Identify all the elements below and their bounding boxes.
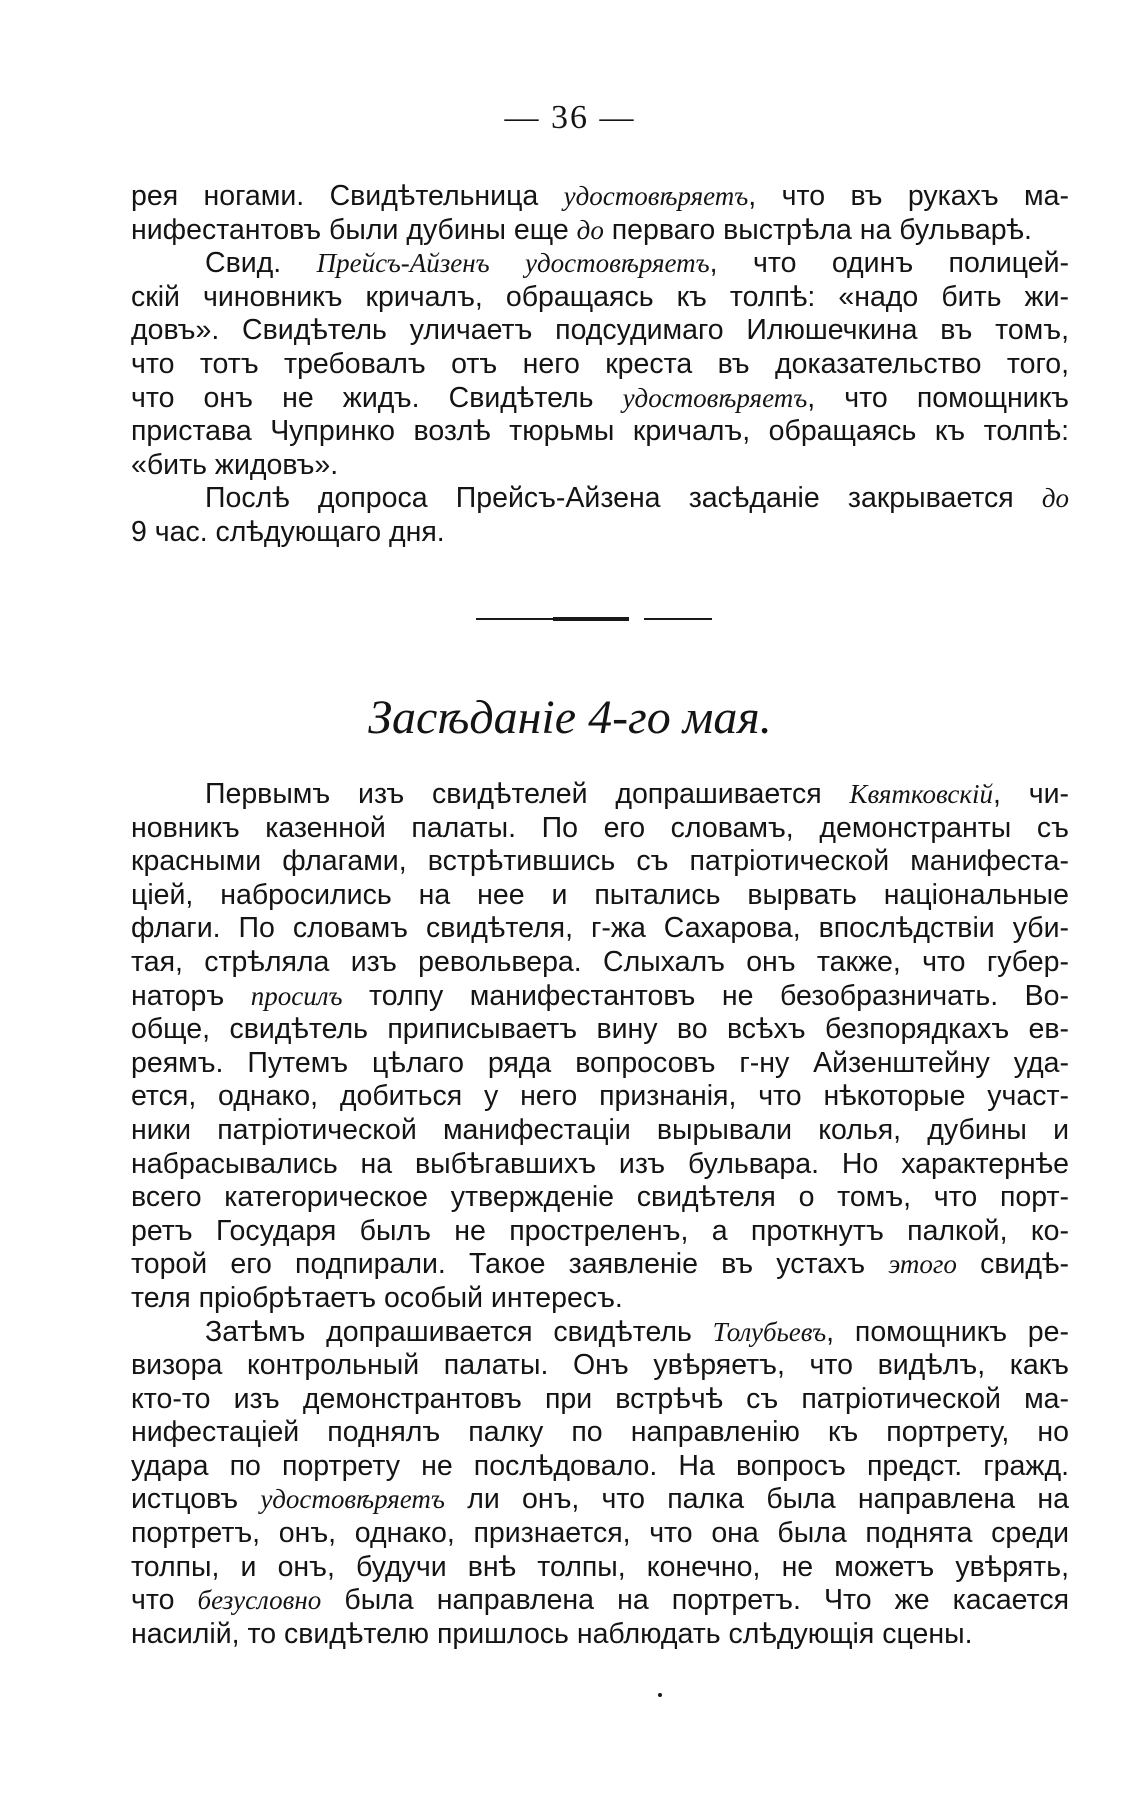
text-line: обще, свидѣтель приписываетъ вину во всѣхъ безпорядкахъ ев- <box>131 1013 1069 1046</box>
italic-term: безусловно <box>197 1585 322 1616</box>
session-text <box>131 778 1069 1651</box>
text-line: ники патріотической манифестаціи вырывали колья, дубины и <box>131 1113 1069 1146</box>
text-line: что онъ не жидъ. Свидѣтель удостовѣряетъ, что помощникъ <box>131 381 1069 414</box>
italic-term: до <box>1041 483 1069 514</box>
italic-term: удостовѣряетъ <box>525 248 710 279</box>
text-line: красными флагами, встрѣтившись съ патріотической манифеста- <box>131 845 1069 878</box>
text-line: Свид. Прейсъ-Айзенъ удостовѣряетъ, что одинъ полицей- <box>205 247 1070 280</box>
text-line: нифестаціей поднялъ палку по направленію къ портрету, но <box>131 1416 1069 1449</box>
text-line: пристава Чупринко возлѣ тюрьмы кричалъ, обращаясь къ толпѣ: <box>131 415 1069 448</box>
text-line: 9 час. слѣдующаго дня. <box>131 515 445 548</box>
text-line: флаги. По словамъ свидѣтеля, г-жа Сахарова, впослѣдствіи уби- <box>131 912 1069 945</box>
divider-segment <box>644 618 712 620</box>
text-line: торой его подпирали. Такое заявленіе въ устахъ этого свидѣ- <box>131 1248 1069 1281</box>
text-line: скій чиновникъ кричалъ, обращаясь къ толпѣ: «надо бить жи- <box>131 280 1069 313</box>
text-line: наторъ просилъ толпу манифестантовъ не безобразничать. Во- <box>131 979 1069 1012</box>
text-line: Первымъ изъ свидѣтелей допрашивается Квятковскій, чи- <box>205 778 1069 810</box>
text-line: нифестантовъ были дубины еще до перваго выстрѣла на бульварѣ. <box>131 213 1032 246</box>
text-line: новникъ казенной палаты. По его словамъ, демонстранты съ <box>131 811 1069 844</box>
italic-term: удостовѣряетъ <box>260 1484 445 1515</box>
text-line: визора контрольный палаты. Онъ увѣряетъ, что видѣлъ, какъ <box>131 1349 1069 1382</box>
italic-term: до <box>576 214 604 245</box>
section-title: Засѣданіе 4-го мая. <box>368 691 772 744</box>
text-line: рея ногами. Свидѣтельница удостовѣряетъ, что въ рукахъ ма- <box>131 180 1069 212</box>
section-divider <box>476 618 712 621</box>
text-line: насилій, то свидѣтелю пришлось наблюдать слѣдующія сцены. <box>131 1617 973 1650</box>
text-line: ціей, набросились на нее и пытались вырвать національные <box>131 878 1069 911</box>
text-line: тая, стрѣляла изъ револьвера. Слыхалъ онъ также, что губер- <box>131 945 1069 978</box>
text-line: «бить жидовъ». <box>131 448 339 481</box>
page-number: — 36 — <box>504 99 636 136</box>
text-line: довъ». Свидѣтель уличаетъ подсудимаго Илюшечкина въ томъ, <box>131 314 1069 347</box>
italic-term: удостовѣряетъ <box>563 181 749 211</box>
text-line: всего категорическое утвержденіе свидѣтеля о томъ, что порт- <box>131 1181 1069 1214</box>
italic-term: просилъ <box>250 980 343 1011</box>
text-line: кто-то изъ демонстрантовъ при встрѣчѣ съ патріотической ма- <box>131 1382 1069 1415</box>
text-line: что безусловно была направлена на портретъ. Что же касается <box>131 1584 1069 1617</box>
text-line: портретъ, онъ, однако, признается, что она была поднята среди <box>131 1517 1069 1550</box>
text-line: теля пріобрѣтаетъ особый интересъ. <box>131 1281 623 1314</box>
text-line: истцовъ удостовѣряетъ ли онъ, что палка была направлена на <box>131 1483 1069 1516</box>
divider-segment <box>553 617 629 621</box>
text-line: реямъ. Путемъ цѣлаго ряда вопросовъ г-ну Айзенштейну уда- <box>131 1046 1069 1079</box>
text-line: ретъ Государя былъ не простреленъ, а проткнутъ палкой, ко- <box>131 1214 1069 1247</box>
text-line: толпы, и онъ, будучи внѣ толпы, конечно, не можетъ увѣрять, <box>131 1550 1069 1583</box>
italic-term: этого <box>888 1249 957 1280</box>
continuation-text <box>131 180 1069 550</box>
divider-segment <box>476 618 553 620</box>
italic-term: Квятковскій <box>849 779 993 809</box>
text-line: ется, однако, добиться у него признанія, что нѣкоторые участ- <box>131 1080 1069 1113</box>
italic-term: Прейсъ-Айзенъ <box>316 248 490 279</box>
italic-term: удостовѣряетъ <box>622 382 808 413</box>
text-line: что тотъ требовалъ отъ него креста въ доказательство того, <box>131 347 1069 380</box>
italic-term: Толубьевъ <box>712 1316 827 1347</box>
text-line: Послѣ допроса Прейсъ-Айзена засѣданіе закрывается до <box>205 482 1069 515</box>
text-line: удара по портрету не послѣдовало. На вопросъ предст. гражд. <box>131 1449 1069 1482</box>
text-line: Затѣмъ допрашивается свидѣтель Толубьевъ, помощникъ ре- <box>205 1315 1069 1348</box>
ink-speck <box>658 1693 662 1697</box>
text-line: набрасывались на выбѣгавшихъ изъ бульвара. Но характернѣе <box>131 1147 1069 1180</box>
